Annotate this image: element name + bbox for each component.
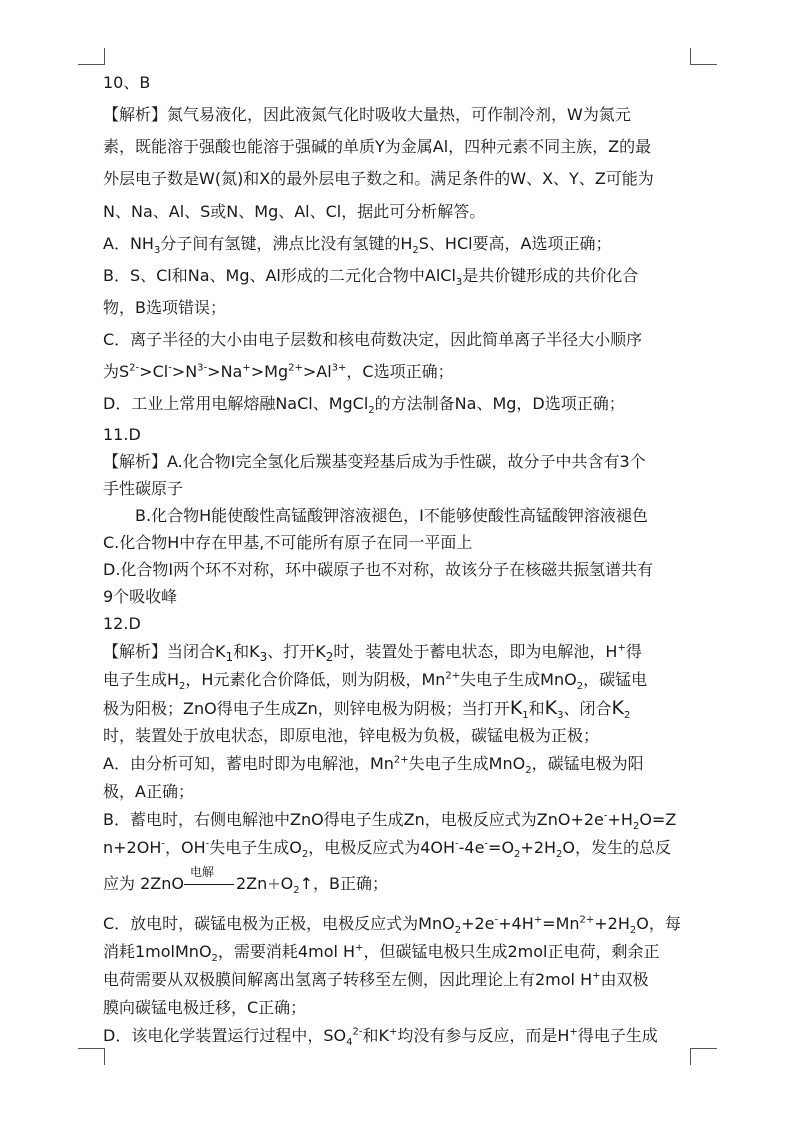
q10-answer: 10、B (103, 73, 151, 92)
q12-option-a: A．由分析可知，蓄电时即为电解池，$Mn^{2+}$失电子生成MnO$_2$，碳锰电极为阳 (103, 754, 644, 777)
q12-option-c: C．放电时，碳锰电极为正极，电极反应式为$MnO_2+2e^-+4H^+=Mn^{2+}+2H_2O$，每 (103, 914, 681, 937)
q11-option-c: C.化合物H中存在甲基,不可能所有原子在同一平面上 (103, 533, 473, 552)
q10-option-a: A．$NH_3$分子间有氢键，沸点比没有氢键的$H_2S$、HCl要高，A选项正确； (103, 234, 612, 257)
q10-option-b-cont: 物，B选项错误； (103, 298, 226, 317)
q11-option-b: B.化合物H能使酸性高锰酸钾溶液褪色，I不能够使酸性高锰酸钾溶液褪色 (135, 506, 648, 525)
q11-option-a: 【解析】A.化合物I完全氢化后羰基变羟基后成为手性碳，故分子中共含有3个 (103, 452, 646, 471)
q12-option-d: D．该电化学装置运行过程中，$SO_4^{2-}$和K+均没有参与反应，而是H+得电子生成 (103, 1026, 658, 1049)
q12-answer: 12.D (103, 614, 141, 633)
q12-analysis-line: 【解析】当闭合$K_1$和$K_3$、打开$K_2$时，装置处于蓄电状态，即为电解池，H+得 (103, 642, 642, 665)
crop-mark-top-right (690, 48, 717, 65)
q12-analysis-line: 电子生成$H_2$，H元素化合价降低，则为阴极，$Mn^{2+}$失电子生成MnO$_2$，碳锰电 (103, 670, 648, 693)
q10-option-d: D．工业上常用电解熔融NaCl、MgCl$_2$的方法制备Na、Mg，D选项正确； (103, 394, 625, 417)
crop-mark-bottom-right (690, 1048, 717, 1065)
gas-arrow-icon: ↑ (299, 874, 314, 893)
q10-analysis-line: 外层电子数是W(氮)和X的最外层电子数之和。满足条件的W、X、Y、Z可能为 (103, 169, 654, 188)
q10-option-b: B．S、Cl和Na、Mg、Al形成的二元化合物中AlCl$_3$是共价键形成的共价化合 (103, 266, 639, 289)
q12-total-reaction: 应为 2ZnO 电解 $2Zn+O_2↑$，B正确； (103, 865, 389, 897)
q10-option-c: C．离子半径的大小由电子层数和核电荷数决定，因此简单离子半径大小顺序 (103, 330, 643, 349)
q12-option-b-cont: n+2OH-，OH-失电子生成$O_2$，电极反应式为$4OH^--4e^-=O_2+2H_2O$，发生的总反 (103, 838, 672, 861)
q11-option-d-cont: 9个吸收峰 (103, 587, 178, 606)
q12-analysis-line: 极为阳极；ZnO得电子生成Zn，则锌电极为阴极；当打开$K_1$和$K_3$、闭合$K_2$ (103, 697, 631, 722)
q11-option-d: D.化合物I两个环不对称，环中碳原子也不对称，故该分子在核磁共振氢谱共有 (103, 560, 654, 579)
q10-analysis-line: 素，既能溶于强酸也能溶于强碱的单质Y为金属Al，四种元素不同主族，Z的最 (103, 137, 652, 156)
electrolysis-equals-sign: 电解 (184, 872, 236, 896)
crop-mark-top-left (78, 48, 105, 65)
q11-answer: 11.D (103, 425, 141, 444)
q12-option-c-cont: 消耗1molMnO$_2$，需要消耗4mol H+，但碳锰电极只生成2mol正电荷，剩余正 (103, 942, 660, 965)
q12-analysis-line: 时，装置处于放电状态，即原电池，锌电极为负极，碳锰电极为正极； (103, 726, 600, 745)
q12-option-c-cont: 膜向碳锰电极迁移，C正确； (103, 998, 307, 1017)
crop-mark-bottom-left (78, 1048, 105, 1065)
q10-analysis-line: N、Na、Al、S或N、Mg、Al、Cl，据此可分析解答。 (103, 202, 486, 221)
q10-option-c-cont: 为$S^{2-}>Cl^->N^{3-}>Na^+>Mg^{2+}>Al^{3+}$，C选项正确； (103, 362, 454, 381)
q11-option-a-cont: 手性碳原子 (103, 479, 184, 498)
q12-option-a-cont: 极，A正确； (103, 782, 194, 801)
q10-analysis-line: 【解析】氮气易液化，因此液氮气化时吸收大量热，可作制冷剂，W为氮元 (103, 105, 631, 124)
q12-option-c-cont: 电荷需要从双极膜间解离出氢离子转移至左侧，因此理论上有2mol H+由双极 (103, 970, 649, 989)
q12-option-b: B．蓄电时，右侧电解池中ZnO得电子生成Zn，电极反应式为$ZnO+2e^-+H_2O=Z$ (103, 810, 677, 833)
